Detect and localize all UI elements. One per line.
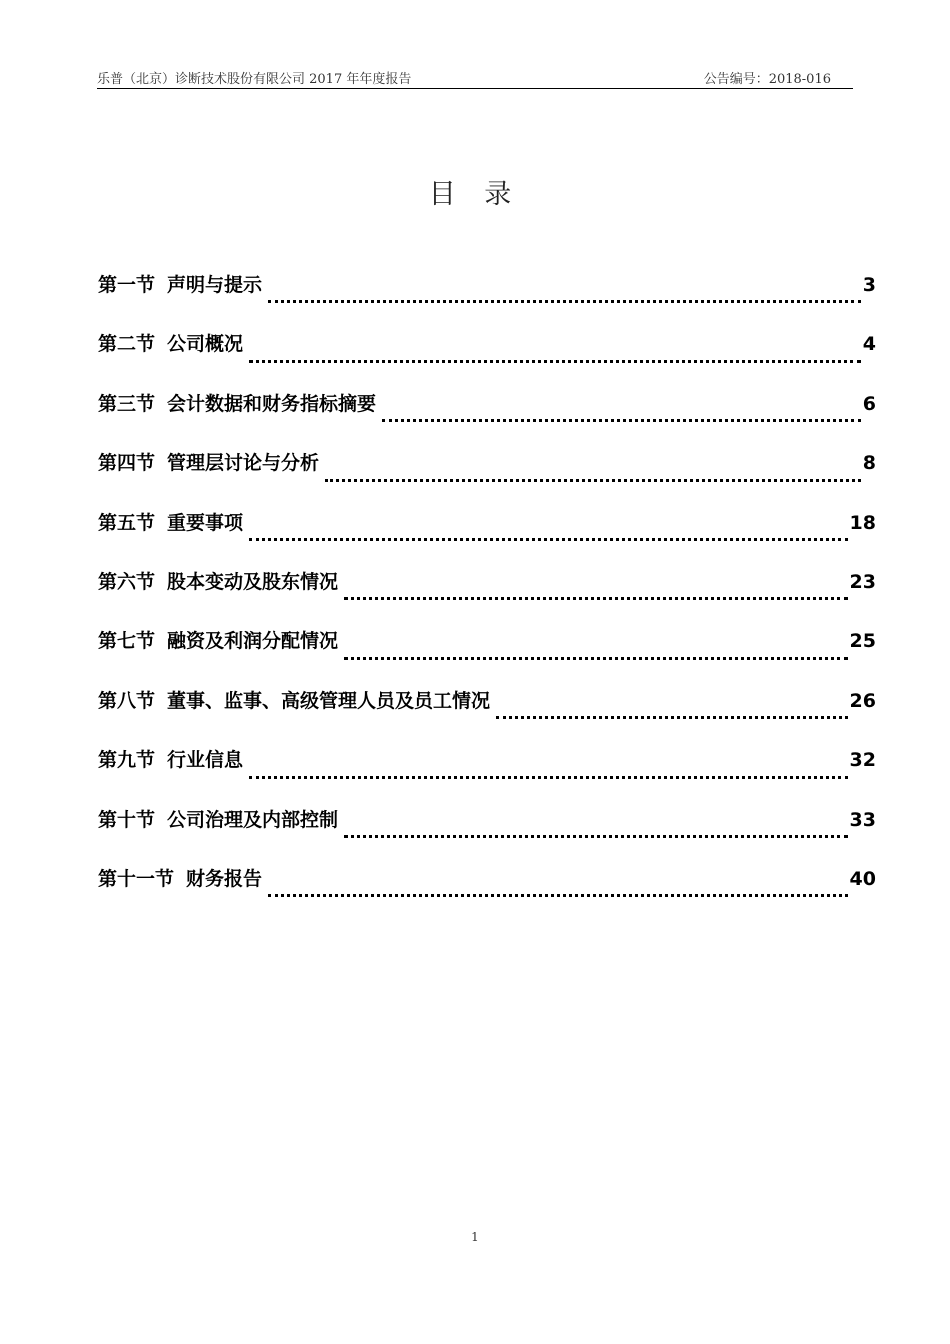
toc-page-number: 6: [862, 392, 876, 415]
toc-title: 目 录: [428, 179, 522, 210]
toc-heading: 董事、监事、高级管理人员及员工情况: [167, 689, 491, 712]
toc-entry[interactable]: [98, 270, 876, 329]
toc-page-number: 18: [849, 511, 876, 534]
toc-dot-leader: [344, 656, 848, 660]
toc-page-number: 4: [862, 333, 876, 356]
report-title-header: 乐普（北京）诊断技术股份有限公司 2017 年年度报告: [97, 72, 412, 87]
toc-section-label: 第五节: [98, 511, 156, 534]
toc-heading: 公司治理及内部控制: [167, 808, 339, 831]
table-of-contents: [98, 270, 876, 923]
toc-entry[interactable]: [98, 329, 876, 388]
page-header: [97, 66, 853, 89]
toc-heading: 会计数据和财务指标摘要: [167, 392, 377, 415]
toc-entry[interactable]: [98, 389, 876, 448]
toc-entry[interactable]: [98, 508, 876, 567]
toc-page-number: 8: [862, 452, 876, 475]
toc-section-label: 第三节: [98, 392, 156, 415]
toc-section-label: 第六节: [98, 570, 156, 593]
toc-section-label: 第七节: [98, 630, 156, 653]
toc-page-number: 33: [849, 808, 876, 831]
toc-page-number: 32: [849, 749, 876, 772]
toc-entry[interactable]: [98, 864, 876, 923]
toc-heading: 声明与提示: [167, 274, 263, 296]
toc-heading: 股本变动及股东情况: [167, 570, 339, 593]
toc-page-number: 40: [849, 867, 876, 890]
toc-page-number: 23: [849, 570, 876, 593]
toc-dot-leader: [249, 537, 848, 541]
toc-entry[interactable]: [98, 805, 876, 864]
toc-dot-leader: [382, 418, 861, 422]
toc-section-label: 第九节: [98, 749, 156, 772]
toc-section-label: 第十节: [98, 808, 156, 831]
toc-heading: 公司概况: [167, 333, 244, 356]
toc-heading: 行业信息: [167, 749, 244, 772]
toc-heading: 财务报告: [186, 867, 263, 890]
toc-dot-leader: [344, 596, 848, 600]
toc-heading: 重要事项: [167, 511, 244, 534]
toc-section-label: 第八节: [98, 689, 156, 712]
toc-section-label: 第四节: [98, 452, 156, 475]
toc-entry[interactable]: [98, 567, 876, 626]
page-number: 1: [471, 1230, 479, 1244]
toc-entry[interactable]: [98, 448, 876, 507]
toc-section-label: 第一节: [98, 274, 156, 296]
toc-heading: 融资及利润分配情况: [167, 630, 339, 653]
toc-dot-leader: [325, 478, 861, 482]
toc-dot-leader: [268, 299, 861, 303]
toc-page-number: 3: [862, 274, 876, 296]
toc-section-label: 第二节: [98, 333, 156, 356]
toc-dot-leader: [249, 775, 848, 779]
toc-page-number: 25: [849, 630, 876, 653]
toc-entry[interactable]: [98, 626, 876, 685]
toc-dot-leader: [268, 893, 848, 897]
toc-dot-leader: [249, 359, 861, 363]
toc-entry[interactable]: [98, 745, 876, 804]
toc-entry[interactable]: [98, 686, 876, 745]
toc-page-number: 26: [849, 689, 876, 712]
toc-heading: 管理层讨论与分析: [167, 452, 320, 475]
toc-dot-leader: [344, 834, 848, 838]
announcement-number: 公告编号：2018-016: [703, 72, 831, 87]
toc-section-label: 第十一节: [98, 867, 175, 890]
toc-dot-leader: [496, 715, 848, 719]
